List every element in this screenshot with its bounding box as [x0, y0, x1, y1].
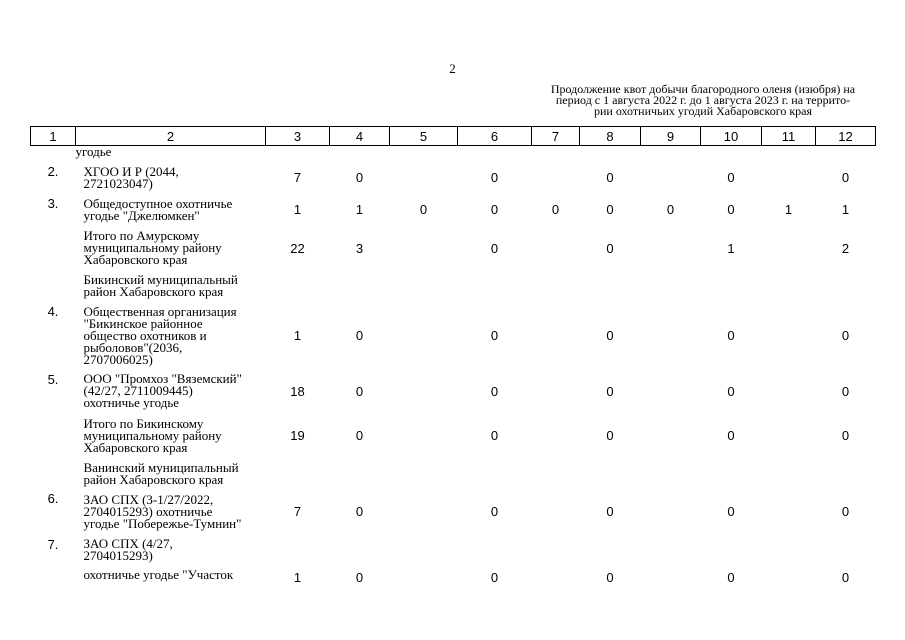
row-name: [76, 370, 266, 413]
cell-col-10: [701, 535, 762, 565]
row-name-line: Хабаровского края: [83, 252, 188, 267]
cell-col-7: [532, 162, 580, 194]
table-row: [31, 194, 876, 226]
cell-col-5: [390, 535, 458, 565]
cell-col-12: 1: [841, 202, 850, 217]
cell-col-9: [641, 146, 701, 162]
cell-col-6: 0: [490, 504, 499, 519]
cell-col-9: [641, 302, 701, 370]
table-row: [31, 535, 876, 565]
cell-col-7: [532, 226, 580, 271]
cell-col-6: 0: [490, 383, 499, 399]
row-name-line: Общедоступное охотничье: [83, 195, 233, 211]
caption-line: Продолжение квот добычи благородного оленя (изюбря) на: [550, 82, 856, 96]
cell-col-8: 0: [606, 328, 614, 343]
cell-col-10: 0: [727, 202, 735, 217]
cell-col-8: 0: [606, 569, 614, 585]
cell-col-9: [641, 459, 701, 489]
cell-col-4: 3: [355, 240, 364, 256]
cell-col-11: 1: [784, 202, 793, 217]
column-header-2: 2: [76, 127, 266, 146]
row-name: [76, 226, 266, 271]
row-number: [31, 565, 76, 585]
row-name-line: ООО "Промхоз "Вяземский": [83, 371, 242, 386]
row-name: [76, 565, 266, 585]
cell-col-11: [762, 162, 816, 194]
cell-col-3: 19: [290, 428, 305, 443]
column-header-1: 1: [31, 127, 76, 146]
cell-col-3: 1: [293, 202, 302, 217]
cell-col-5: [390, 302, 458, 370]
column-header-9: 9: [641, 127, 701, 146]
column-header-8: 8: [580, 127, 641, 146]
cell-col-7: [532, 459, 580, 489]
cell-col-7: [532, 271, 580, 302]
cell-col-9: [641, 535, 701, 565]
cell-col-7: [532, 146, 580, 162]
row-number: 3.: [47, 195, 59, 211]
row-number: 6.: [47, 490, 59, 506]
cell-col-10: [701, 146, 762, 162]
column-header-6: 6: [458, 127, 532, 146]
cell-col-3: 7: [293, 504, 302, 519]
cell-col-10: 0: [727, 428, 735, 443]
row-name-line: 2704015293): [83, 547, 153, 563]
row-name-line: (42/27, 2711009445): [83, 383, 193, 398]
cell-col-5: [390, 565, 458, 585]
cell-col-5: [390, 459, 458, 489]
cell-col-11: [762, 565, 816, 585]
cell-col-7: 0: [551, 202, 560, 217]
cell-col-4: 1: [355, 202, 364, 217]
cell-col-4: 0: [355, 569, 364, 585]
row-name: [76, 271, 266, 302]
quota-table-body: [31, 146, 876, 585]
cell-col-9: 0: [666, 202, 675, 217]
cell-col-3: [266, 459, 330, 489]
cell-col-8: [580, 535, 641, 565]
row-name-line: район Хабаровского края: [83, 471, 224, 487]
cell-col-5: 0: [419, 202, 428, 217]
cell-col-8: [580, 271, 641, 302]
cell-col-6: [458, 146, 532, 162]
cell-col-12: 0: [841, 383, 850, 399]
cell-col-5: [390, 271, 458, 302]
row-number: [31, 226, 76, 271]
row-name-line: 2707006025): [83, 351, 153, 367]
row-name-line: 2721023047): [83, 175, 153, 191]
cell-col-11: [762, 535, 816, 565]
caption-line: рии охотничьих угодий Хабаровского края: [593, 104, 813, 118]
cell-col-9: [641, 489, 701, 535]
cell-col-12: 0: [841, 328, 850, 343]
cell-col-8: 0: [606, 240, 614, 256]
cell-col-10: 0: [727, 504, 735, 519]
row-name-line: муниципальному району: [83, 427, 222, 443]
row-number: [31, 413, 76, 459]
row-number: 7.: [47, 536, 59, 552]
cell-col-11: [762, 226, 816, 271]
cell-col-11: [762, 302, 816, 370]
cell-col-8: 0: [606, 202, 614, 217]
cell-col-7: [532, 535, 580, 565]
cell-col-5: [390, 489, 458, 535]
cell-col-7: [532, 302, 580, 370]
quota-table: [30, 126, 876, 585]
column-header-5: 5: [390, 127, 458, 146]
page-number: 2: [449, 61, 456, 76]
cell-col-5: [390, 146, 458, 162]
row-name-line: ХГОО И Р (2044,: [83, 163, 179, 179]
row-name-line: Ванинский муниципальный: [83, 459, 239, 475]
cell-col-5: [390, 226, 458, 271]
row-number: [31, 459, 76, 489]
row-name-line: ЗАО СПХ (3-1/27/2022,: [83, 491, 214, 507]
cell-col-4: 0: [355, 504, 364, 519]
cell-col-7: [532, 370, 580, 413]
row-name-line: угодье "Джелюмкен": [83, 207, 200, 223]
cell-col-12: [816, 459, 876, 489]
cell-col-9: [641, 370, 701, 413]
cell-col-4: 0: [355, 170, 364, 185]
row-number: [31, 271, 76, 302]
cell-col-6: 0: [490, 428, 499, 443]
row-number: 5.: [47, 371, 59, 387]
cell-col-11: [762, 271, 816, 302]
cell-col-4: [330, 146, 390, 162]
cell-col-6: 0: [490, 569, 499, 585]
row-name-line: угодье: [75, 144, 112, 159]
cell-col-4: 0: [355, 383, 364, 399]
row-name: [76, 302, 266, 370]
column-header-3: 3: [266, 127, 330, 146]
row-name: [76, 413, 266, 459]
cell-col-3: 18: [290, 383, 305, 399]
cell-col-3: 1: [293, 569, 302, 585]
cell-col-5: [390, 162, 458, 194]
cell-col-5: [390, 413, 458, 459]
row-name-line: район Хабаровского края: [83, 284, 224, 299]
table-row: [31, 413, 876, 459]
cell-col-4: [330, 459, 390, 489]
cell-col-10: [701, 271, 762, 302]
cell-col-12: 0: [841, 504, 850, 519]
column-header-11: 11: [762, 127, 816, 146]
column-header-4: 4: [330, 127, 390, 146]
cell-col-10: [701, 459, 762, 489]
row-name-line: ЗАО СПХ (4/27,: [83, 535, 173, 551]
cell-col-9: [641, 162, 701, 194]
cell-col-11: [762, 459, 816, 489]
row-name-line: рыболовов"(2036,: [83, 339, 183, 355]
row-name-line: охотничье угодье "Участок: [83, 566, 234, 582]
cell-col-6: [458, 459, 532, 489]
row-name: [76, 146, 266, 162]
cell-col-8: [580, 146, 641, 162]
row-name-line: Бикинский муниципальный: [83, 272, 238, 287]
row-name: [76, 162, 266, 194]
cell-col-3: [266, 271, 330, 302]
cell-col-3: [266, 535, 330, 565]
cell-col-4: [330, 535, 390, 565]
table-row: [31, 162, 876, 194]
row-name: [76, 194, 266, 226]
table-row: [31, 146, 876, 162]
table-row: [31, 271, 876, 302]
cell-col-8: 0: [606, 504, 614, 519]
row-name-line: "Бикинское районное: [83, 315, 203, 331]
row-name-line: Общественная организация: [83, 303, 237, 319]
cell-col-12: 2: [841, 240, 850, 256]
table-row: [31, 565, 876, 585]
cell-col-11: [762, 489, 816, 535]
cell-col-11: [762, 370, 816, 413]
row-name-line: угодье "Побережье-Тумнин": [83, 515, 242, 531]
cell-col-3: 22: [290, 240, 305, 256]
cell-col-6: [458, 535, 532, 565]
cell-col-7: [532, 565, 580, 585]
cell-col-7: [532, 489, 580, 535]
table-row: [31, 459, 876, 489]
table-row: [31, 226, 876, 271]
cell-col-3: 1: [293, 328, 302, 343]
cell-col-5: [390, 370, 458, 413]
cell-col-9: [641, 271, 701, 302]
cell-col-12: [816, 535, 876, 565]
cell-col-8: 0: [606, 383, 614, 399]
cell-col-12: 0: [841, 569, 850, 585]
row-name-line: общество охотников и: [83, 327, 207, 343]
cell-col-10: 0: [727, 383, 735, 399]
cell-col-4: 0: [355, 328, 364, 343]
row-name-line: 2704015293) охотничье: [83, 503, 213, 519]
caption-line: период с 1 августа 2022 г. до 1 августа 2023 г. на террито-: [555, 93, 851, 107]
column-number-row: [31, 127, 876, 146]
cell-col-11: [762, 146, 816, 162]
row-number: 2.: [47, 163, 59, 179]
cell-col-4: 0: [355, 428, 364, 443]
cell-col-10: 0: [727, 328, 735, 343]
row-name: [76, 459, 266, 489]
table-row: [31, 370, 876, 413]
cell-col-7: [532, 413, 580, 459]
cell-col-8: [580, 459, 641, 489]
row-name-line: Итого по Бикинскому: [83, 415, 204, 431]
cell-col-12: 0: [841, 170, 850, 185]
row-name-line: охотничье угодье: [83, 395, 180, 410]
row-name-line: Итого по Амурскому: [83, 228, 200, 243]
column-header-10: 10: [701, 127, 762, 146]
cell-col-3: 7: [293, 170, 302, 185]
cell-col-6: 0: [490, 328, 499, 343]
row-name: [76, 535, 266, 565]
cell-col-4: [330, 271, 390, 302]
row-name-line: Хабаровского края: [83, 439, 188, 455]
column-header-12: 12: [816, 127, 876, 146]
cell-col-12: [816, 146, 876, 162]
cell-col-6: 0: [490, 170, 499, 185]
table-row: [31, 489, 876, 535]
row-number: [31, 146, 76, 162]
cell-col-10: 1: [727, 240, 735, 256]
cell-col-6: 0: [490, 240, 499, 256]
cell-col-10: 0: [727, 569, 735, 585]
cell-col-3: [266, 146, 330, 162]
cell-col-6: 0: [490, 202, 499, 217]
row-number: 4.: [47, 303, 59, 319]
column-header-7: 7: [532, 127, 580, 146]
cell-col-6: [458, 271, 532, 302]
cell-col-9: [641, 226, 701, 271]
cell-col-8: 0: [606, 170, 614, 185]
table-row: [31, 302, 876, 370]
cell-col-8: 0: [606, 428, 614, 443]
cell-col-9: [641, 565, 701, 585]
cell-col-11: [762, 413, 816, 459]
table-caption: [533, 84, 873, 117]
cell-col-9: [641, 413, 701, 459]
row-name: [76, 489, 266, 535]
cell-col-12: [816, 271, 876, 302]
cell-col-10: 0: [727, 170, 735, 185]
cell-col-12: 0: [841, 428, 850, 443]
row-name-line: муниципальному району: [83, 240, 222, 255]
